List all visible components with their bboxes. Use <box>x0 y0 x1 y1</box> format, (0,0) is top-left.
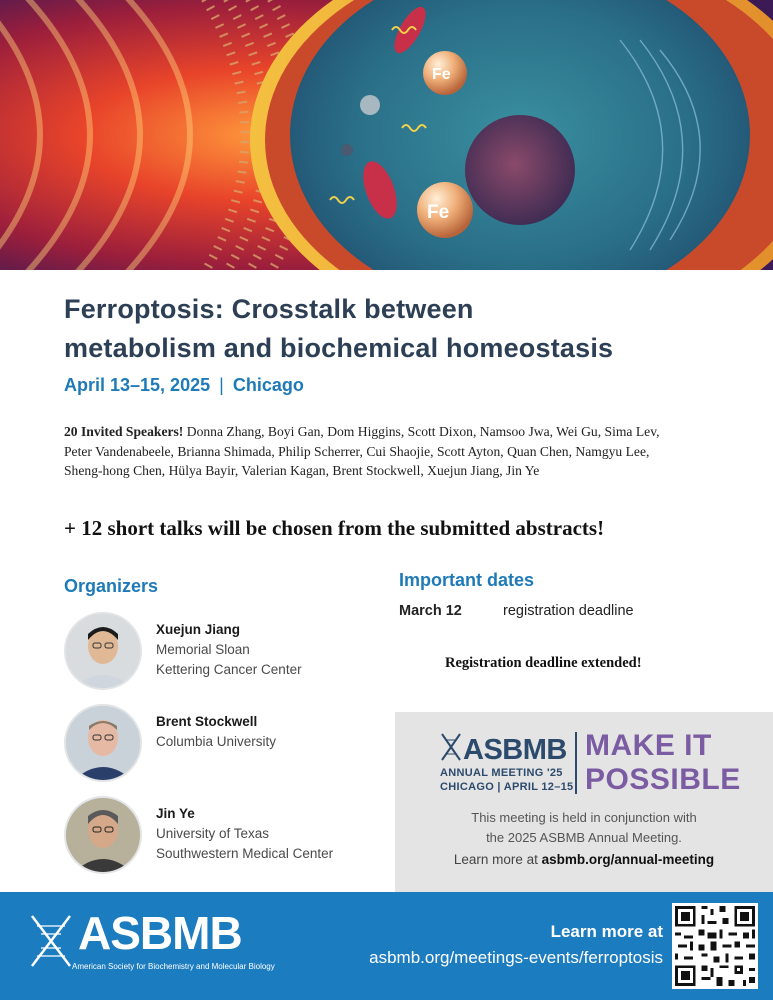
deadline-extended-notice: Registration deadline extended! <box>445 655 642 671</box>
important-date: March 12 <box>399 603 462 619</box>
organizer-name: Jin Ye <box>156 806 195 821</box>
event-title-line2: metabolism and biochemical homeostasis <box>64 333 614 363</box>
conjunction-text-line2: the 2025 ASBMB Annual Meeting. <box>486 830 682 845</box>
organizer-info <box>156 804 333 864</box>
organizer-card <box>64 796 384 876</box>
important-date-row <box>399 603 634 619</box>
learn-more-prefix: Learn more at <box>453 852 542 867</box>
organizers-heading: Organizers <box>64 576 159 596</box>
annual-meeting-link[interactable]: asbmb.org/annual-meeting <box>541 852 715 867</box>
organizer-name: Brent Stockwell <box>156 714 258 729</box>
important-date-label: registration deadline <box>503 603 634 619</box>
organizer-info <box>156 712 276 752</box>
hero-illustration <box>0 0 773 270</box>
organizer-name: Xuejun Jiang <box>156 622 241 637</box>
qr-code[interactable] <box>672 903 758 989</box>
annual-meeting-location: CHICAGO | APRIL 12–15 <box>440 781 574 793</box>
avatar <box>64 612 142 690</box>
fe-label-1: Fe <box>432 66 451 83</box>
speakers-lead: 20 Invited Speakers! <box>64 424 184 439</box>
slogan-line1: MAKE IT <box>585 729 712 762</box>
organizer-affiliation-line1: Memorial Sloan <box>156 642 250 657</box>
event-date-location <box>64 375 304 396</box>
annual-meeting-panel <box>395 712 773 892</box>
annual-meeting-brand: ASBMB <box>463 734 567 766</box>
organizer-affiliation-line2: Southwestern Medical Center <box>156 846 334 861</box>
fe-label-2: Fe <box>427 202 450 223</box>
organizer-card <box>64 704 384 784</box>
speakers-list: Donna Zhang, Boyi Gan, Dom Higgins, Scott Dixon, Namsoo Jwa, Wei Gu, Sima Lev, Peter Vandenabeele, Brianna Shimada, Philip Scherrer, Cui Shaojie, Scott Ayton, Quan Chen, Namgyu Lee, Sheng-hong Chen, Hülya Bayir, Valerian Kagan, Brent Stockwell, Xuejun Jiang, Jin Ye <box>64 424 660 478</box>
annual-meeting-learn-more <box>395 852 773 867</box>
organizer-affiliation-line1: Columbia University <box>156 734 277 749</box>
short-talks-notice: + 12 short talks will be chosen from the submitted abstracts! <box>64 516 605 540</box>
date-separator: | <box>219 375 224 395</box>
footer-learn-more: Learn more at <box>550 922 663 941</box>
conjunction-text-line1: This meeting is held in conjunction with <box>471 810 697 825</box>
organizer-affiliation-line2: Kettering Cancer Center <box>156 662 302 677</box>
invited-speakers <box>64 422 690 481</box>
annual-meeting-label: ANNUAL MEETING '25 <box>440 767 563 779</box>
asbmb-helix-icon <box>28 912 74 970</box>
event-title-line1: Ferroptosis: Crosstalk between <box>64 294 474 324</box>
organizer-affiliation-line1: University of Texas <box>156 826 270 841</box>
organizer-info <box>156 620 302 680</box>
slogan-line2: POSSIBLE <box>585 763 741 796</box>
asbmb-helix-icon <box>440 732 462 762</box>
avatar <box>64 796 142 874</box>
event-dates: April 13–15, 2025 <box>64 375 211 395</box>
footer-tagline: American Society for Biochemistry and Molecular Biology <box>72 962 275 971</box>
avatar <box>64 704 142 782</box>
event-location: Chicago <box>232 375 304 395</box>
divider <box>575 732 577 794</box>
footer-event-link[interactable]: asbmb.org/meetings-events/ferroptosis <box>369 948 663 967</box>
event-title <box>64 290 613 368</box>
important-dates-heading: Important dates <box>399 570 535 590</box>
organizer-card <box>64 612 384 692</box>
footer-brand: ASBMB <box>78 907 242 959</box>
footer-bar <box>0 892 773 1000</box>
